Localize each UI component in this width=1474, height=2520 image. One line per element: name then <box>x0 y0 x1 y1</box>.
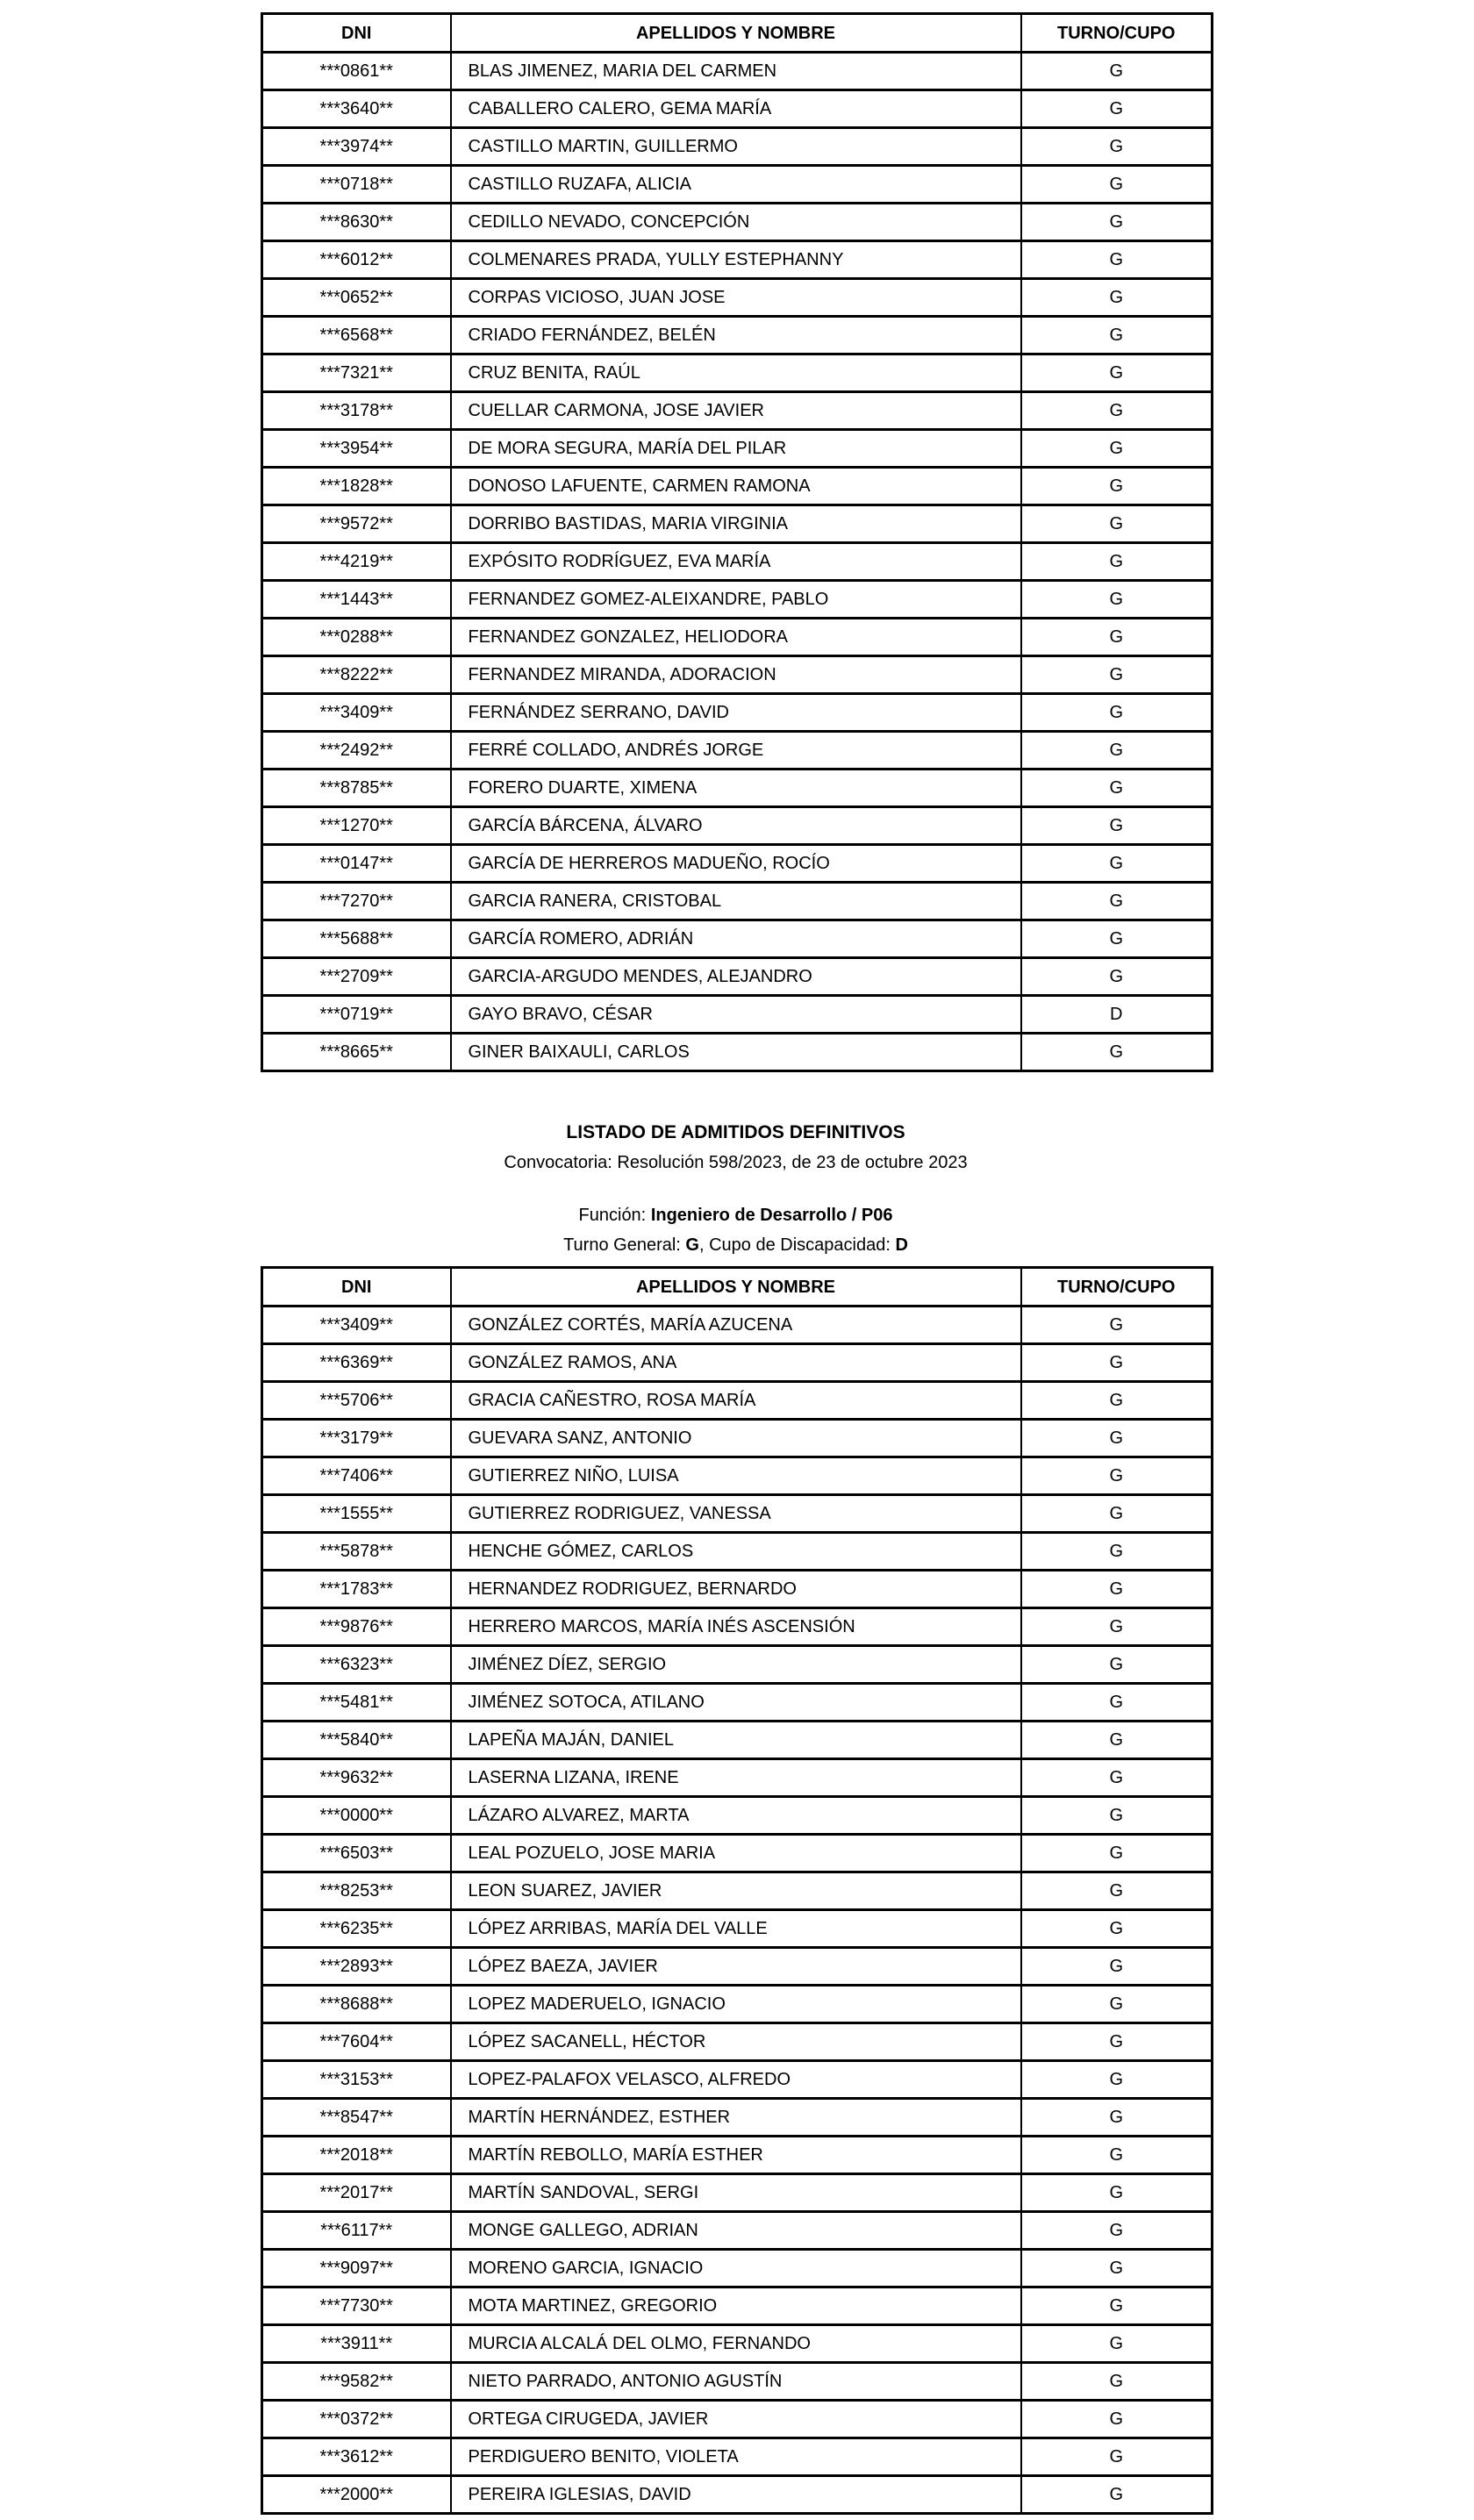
table-row <box>262 807 1213 845</box>
dni-cell: ***9876** <box>262 1608 451 1646</box>
name-cell: PERDIGUERO BENITO, VIOLETA <box>451 2438 1021 2476</box>
dni-cell: ***6323** <box>262 1646 451 1684</box>
table-row <box>262 656 1213 694</box>
table-row <box>262 2363 1213 2401</box>
name-cell: FORERO DUARTE, XIMENA <box>451 770 1021 807</box>
turno-cupo-cell: G <box>1021 2099 1213 2137</box>
dni-cell: ***6568** <box>262 317 451 354</box>
table-row <box>262 1759 1213 1797</box>
name-cell: GUTIERREZ RODRIGUEZ, VANESSA <box>451 1495 1021 1533</box>
name-cell: COLMENARES PRADA, YULLY ESTEPHANNY <box>451 241 1021 279</box>
turno-cupo-cell: G <box>1021 619 1213 656</box>
funcion-value: Ingeniero de Desarrollo / P06 <box>650 1206 893 1225</box>
dni-cell: ***3974** <box>262 128 451 166</box>
dni-cell: ***3153** <box>262 2061 451 2099</box>
dni-cell: ***6012** <box>262 241 451 279</box>
dni-cell: ***2492** <box>262 732 451 770</box>
dni-cell: ***9572** <box>262 505 451 543</box>
name-cell: MARTÍN SANDOVAL, SERGI <box>451 2174 1021 2212</box>
table-row <box>262 2099 1213 2137</box>
table-row <box>262 2250 1213 2287</box>
dni-cell: ***0719** <box>262 996 451 1034</box>
turno-cupo-cell: G <box>1021 1759 1213 1797</box>
turno-cupo-line <box>261 1234 1211 1256</box>
dni-cell: ***7321** <box>262 354 451 392</box>
name-cell: GONZÁLEZ RAMOS, ANA <box>451 1344 1021 1382</box>
turno-cupo-cell: G <box>1021 1495 1213 1533</box>
dni-cell: ***5481** <box>262 1684 451 1722</box>
dni-cell: ***3612** <box>262 2438 451 2476</box>
name-cell: CABALLERO CALERO, GEMA MARÍA <box>451 90 1021 128</box>
dni-cell: ***5840** <box>262 1722 451 1759</box>
dni-cell: ***6117** <box>262 2212 451 2250</box>
funcion-line <box>261 1204 1211 1227</box>
dni-cell: ***4219** <box>262 543 451 581</box>
name-cell: FERNANDEZ MIRANDA, ADORACION <box>451 656 1021 694</box>
dni-cell: ***0861** <box>262 53 451 90</box>
name-cell: CORPAS VICIOSO, JUAN JOSE <box>451 279 1021 317</box>
turno-cupo-cell: G <box>1021 2250 1213 2287</box>
table-header-row <box>262 14 1213 53</box>
name-cell: LOPEZ MADERUELO, IGNACIO <box>451 1986 1021 2023</box>
name-cell: MOTA MARTINEZ, GREGORIO <box>451 2287 1021 2325</box>
turno-cupo-cell: G <box>1021 2401 1213 2438</box>
dni-cell: ***0147** <box>262 845 451 883</box>
dni-cell: ***3178** <box>262 392 451 430</box>
dni-cell: ***0288** <box>262 619 451 656</box>
table-row <box>262 468 1213 505</box>
turno-cupo-cell: G <box>1021 581 1213 619</box>
dni-cell: ***3179** <box>262 1420 451 1457</box>
table-row <box>262 1382 1213 1420</box>
table-row <box>262 883 1213 920</box>
table-row <box>262 1457 1213 1495</box>
table-row <box>262 732 1213 770</box>
table-row <box>262 2438 1213 2476</box>
name-cell: MARTÍN HERNÁNDEZ, ESTHER <box>451 2099 1021 2137</box>
turno-cupo-cell: G <box>1021 920 1213 958</box>
dni-cell: ***2893** <box>262 1948 451 1986</box>
name-cell: FERRÉ COLLADO, ANDRÉS JORGE <box>451 732 1021 770</box>
name-cell: LÓPEZ BAEZA, JAVIER <box>451 1948 1021 1986</box>
turno-cupo-cell: G <box>1021 1457 1213 1495</box>
name-cell: CASTILLO RUZAFA, ALICIA <box>451 166 1021 204</box>
column-header-apellidos-y-nombre: APELLIDOS Y NOMBRE <box>451 1268 1021 1307</box>
name-cell: MURCIA ALCALÁ DEL OLMO, FERNANDO <box>451 2325 1021 2363</box>
dni-cell: ***5706** <box>262 1382 451 1420</box>
name-cell: LÓPEZ ARRIBAS, MARÍA DEL VALLE <box>451 1910 1021 1948</box>
name-cell: GRACIA CAÑESTRO, ROSA MARÍA <box>451 1382 1021 1420</box>
name-cell: GARCÍA DE HERREROS MADUEÑO, ROCÍO <box>451 845 1021 883</box>
turno-cupo-cell: G <box>1021 732 1213 770</box>
table-row <box>262 996 1213 1034</box>
table-row <box>262 505 1213 543</box>
funcion-label: Función: <box>578 1206 647 1225</box>
dni-cell: ***8665** <box>262 1034 451 1071</box>
table-body <box>262 1307 1213 2514</box>
name-cell: CEDILLO NEVADO, CONCEPCIÓN <box>451 204 1021 241</box>
table-row <box>262 1948 1213 1986</box>
turno-cupo-cell: G <box>1021 90 1213 128</box>
turno-cupo-cell: G <box>1021 1797 1213 1835</box>
table-row <box>262 2137 1213 2174</box>
turno-cupo-cell: G <box>1021 279 1213 317</box>
table-row <box>262 392 1213 430</box>
name-cell: LEON SUAREZ, JAVIER <box>451 1872 1021 1910</box>
dni-cell: ***9582** <box>262 2363 451 2401</box>
turno-cupo-cell: G <box>1021 2287 1213 2325</box>
turno-cupo-cell: G <box>1021 1571 1213 1608</box>
column-header-dni: DNI <box>262 14 451 53</box>
table-body <box>262 53 1213 1071</box>
name-cell: CUELLAR CARMONA, JOSE JAVIER <box>451 392 1021 430</box>
name-cell: GONZÁLEZ CORTÉS, MARÍA AZUCENA <box>451 1307 1021 1344</box>
turno-cupo-cell: G <box>1021 845 1213 883</box>
name-cell: BLAS JIMENEZ, MARIA DEL CARMEN <box>451 53 1021 90</box>
name-cell: CASTILLO MARTIN, GUILLERMO <box>451 128 1021 166</box>
dni-cell: ***0718** <box>262 166 451 204</box>
table-row <box>262 1420 1213 1457</box>
cupo-discapacidad-label: , Cupo de Discapacidad: <box>698 1235 891 1255</box>
dni-cell: ***8253** <box>262 1872 451 1910</box>
table-row <box>262 2325 1213 2363</box>
admitidos-table-1 <box>261 12 1213 1072</box>
column-header-dni: DNI <box>262 1268 451 1307</box>
name-cell: MONGE GALLEGO, ADRIAN <box>451 2212 1021 2250</box>
turno-cupo-cell: G <box>1021 543 1213 581</box>
table-row <box>262 53 1213 90</box>
turno-cupo-cell: G <box>1021 1948 1213 1986</box>
table-row <box>262 241 1213 279</box>
table-row <box>262 770 1213 807</box>
dni-cell: ***5688** <box>262 920 451 958</box>
dni-cell: ***8688** <box>262 1986 451 2023</box>
turno-cupo-cell: G <box>1021 2023 1213 2061</box>
turno-general-code: G <box>685 1235 699 1255</box>
name-cell: GARCIA RANERA, CRISTOBAL <box>451 883 1021 920</box>
dni-cell: ***8222** <box>262 656 451 694</box>
dni-cell: ***3409** <box>262 694 451 732</box>
name-cell: MARTÍN REBOLLO, MARÍA ESTHER <box>451 2137 1021 2174</box>
name-cell: FERNANDEZ GONZALEZ, HELIODORA <box>451 619 1021 656</box>
table-row <box>262 2476 1213 2514</box>
dni-cell: ***6235** <box>262 1910 451 1948</box>
table-row <box>262 694 1213 732</box>
name-cell: LEAL POZUELO, JOSE MARIA <box>451 1835 1021 1872</box>
turno-cupo-cell: G <box>1021 807 1213 845</box>
dni-cell: ***3911** <box>262 2325 451 2363</box>
dni-cell: ***3409** <box>262 1307 451 1344</box>
turno-cupo-cell: G <box>1021 1307 1213 1344</box>
column-header-apellidos-y-nombre: APELLIDOS Y NOMBRE <box>451 14 1021 53</box>
turno-general-label: Turno General: <box>563 1235 681 1255</box>
table-row <box>262 204 1213 241</box>
name-cell: CRIADO FERNÁNDEZ, BELÉN <box>451 317 1021 354</box>
name-cell: HERRERO MARCOS, MARÍA INÉS ASCENSIÓN <box>451 1608 1021 1646</box>
name-cell: GAYO BRAVO, CÉSAR <box>451 996 1021 1034</box>
dni-cell: ***0000** <box>262 1797 451 1835</box>
name-cell: GARCÍA ROMERO, ADRIÁN <box>451 920 1021 958</box>
dni-cell: ***9097** <box>262 2250 451 2287</box>
turno-cupo-cell: G <box>1021 2363 1213 2401</box>
name-cell: EXPÓSITO RODRÍGUEZ, EVA MARÍA <box>451 543 1021 581</box>
turno-cupo-cell: G <box>1021 1344 1213 1382</box>
dni-cell: ***7270** <box>262 883 451 920</box>
turno-cupo-cell: G <box>1021 1420 1213 1457</box>
name-cell: NIETO PARRADO, ANTONIO AGUSTÍN <box>451 2363 1021 2401</box>
cupo-discapacidad-code: D <box>895 1235 908 1255</box>
dni-cell: ***8630** <box>262 204 451 241</box>
turno-cupo-cell: G <box>1021 241 1213 279</box>
turno-cupo-cell: G <box>1021 1608 1213 1646</box>
table-row <box>262 354 1213 392</box>
column-header-turno-cupo: TURNO/CUPO <box>1021 1268 1213 1307</box>
dni-cell: ***1828** <box>262 468 451 505</box>
dni-cell: ***5878** <box>262 1533 451 1571</box>
table-row <box>262 90 1213 128</box>
table-row <box>262 1646 1213 1684</box>
table-row <box>262 1872 1213 1910</box>
turno-cupo-cell: G <box>1021 883 1213 920</box>
name-cell: LASERNA LIZANA, IRENE <box>451 1759 1021 1797</box>
name-cell: FERNÁNDEZ SERRANO, DAVID <box>451 694 1021 732</box>
table-row <box>262 2287 1213 2325</box>
dni-cell: ***6369** <box>262 1344 451 1382</box>
dni-cell: ***2018** <box>262 2137 451 2174</box>
dni-cell: ***2017** <box>262 2174 451 2212</box>
turno-cupo-cell: G <box>1021 2137 1213 2174</box>
name-cell: ORTEGA CIRUGEDA, JAVIER <box>451 2401 1021 2438</box>
table-row <box>262 1034 1213 1071</box>
name-cell: HENCHE GÓMEZ, CARLOS <box>451 1533 1021 1571</box>
name-cell: GARCÍA BÁRCENA, ÁLVARO <box>451 807 1021 845</box>
turno-cupo-cell: G <box>1021 317 1213 354</box>
dni-cell: ***1270** <box>262 807 451 845</box>
table-row <box>262 1571 1213 1608</box>
turno-cupo-cell: G <box>1021 958 1213 996</box>
turno-cupo-cell: G <box>1021 1034 1213 1071</box>
turno-cupo-cell: G <box>1021 505 1213 543</box>
name-cell: GINER BAIXAULI, CARLOS <box>451 1034 1021 1071</box>
turno-cupo-cell: G <box>1021 1910 1213 1948</box>
turno-cupo-cell: G <box>1021 2061 1213 2099</box>
table-row <box>262 543 1213 581</box>
table-row <box>262 845 1213 883</box>
turno-cupo-cell: G <box>1021 53 1213 90</box>
dni-cell: ***7730** <box>262 2287 451 2325</box>
name-cell: PEREIRA IGLESIAS, DAVID <box>451 2476 1021 2514</box>
table-row <box>262 2061 1213 2099</box>
name-cell: LÁZARO ALVAREZ, MARTA <box>451 1797 1021 1835</box>
table-row <box>262 1684 1213 1722</box>
table-header-row <box>262 1268 1213 1307</box>
name-cell: DORRIBO BASTIDAS, MARIA VIRGINIA <box>451 505 1021 543</box>
dni-cell: ***3640** <box>262 90 451 128</box>
table-row <box>262 1344 1213 1382</box>
turno-cupo-cell: G <box>1021 128 1213 166</box>
turno-cupo-cell: G <box>1021 1684 1213 1722</box>
table-row <box>262 581 1213 619</box>
dni-cell: ***2000** <box>262 2476 451 2514</box>
table-row <box>262 2174 1213 2212</box>
table-row <box>262 1835 1213 1872</box>
turno-cupo-cell: G <box>1021 2325 1213 2363</box>
turno-cupo-cell: G <box>1021 1835 1213 1872</box>
convocatoria-line: Convocatoria: Resolución 598/2023, de 23 de octubre 2023 <box>504 1153 968 1172</box>
dni-cell: ***1555** <box>262 1495 451 1533</box>
name-cell: GUTIERREZ NIÑO, LUISA <box>451 1457 1021 1495</box>
dni-cell: ***8547** <box>262 2099 451 2137</box>
table-row <box>262 1307 1213 1344</box>
table-row <box>262 1495 1213 1533</box>
turno-cupo-cell: G <box>1021 430 1213 468</box>
dni-cell: ***8785** <box>262 770 451 807</box>
table-row <box>262 2401 1213 2438</box>
table-row <box>262 1797 1213 1835</box>
name-cell: DE MORA SEGURA, MARÍA DEL PILAR <box>451 430 1021 468</box>
turno-cupo-cell: G <box>1021 656 1213 694</box>
turno-cupo-cell: G <box>1021 770 1213 807</box>
turno-cupo-cell: G <box>1021 354 1213 392</box>
name-cell: LAPEÑA MAJÁN, DANIEL <box>451 1722 1021 1759</box>
turno-cupo-cell: G <box>1021 2212 1213 2250</box>
turno-cupo-cell: G <box>1021 468 1213 505</box>
table-row <box>262 430 1213 468</box>
table-row <box>262 1910 1213 1948</box>
turno-cupo-cell: G <box>1021 166 1213 204</box>
turno-cupo-cell: G <box>1021 392 1213 430</box>
table-row <box>262 1986 1213 2023</box>
dni-cell: ***1443** <box>262 581 451 619</box>
turno-cupo-cell: G <box>1021 1533 1213 1571</box>
name-cell: MORENO GARCIA, IGNACIO <box>451 2250 1021 2287</box>
name-cell: LOPEZ-PALAFOX VELASCO, ALFREDO <box>451 2061 1021 2099</box>
dni-cell: ***9632** <box>262 1759 451 1797</box>
name-cell: JIMÉNEZ DÍEZ, SERGIO <box>451 1646 1021 1684</box>
dni-cell: ***0372** <box>262 2401 451 2438</box>
table-row <box>262 128 1213 166</box>
turno-cupo-cell: G <box>1021 2174 1213 2212</box>
table-row <box>262 317 1213 354</box>
table-row <box>262 1608 1213 1646</box>
table-row <box>262 2212 1213 2250</box>
dni-cell: ***1783** <box>262 1571 451 1608</box>
turno-cupo-cell: G <box>1021 1986 1213 2023</box>
turno-cupo-cell: G <box>1021 2438 1213 2476</box>
table-row <box>262 619 1213 656</box>
turno-cupo-cell: G <box>1021 1722 1213 1759</box>
name-cell: GUEVARA SANZ, ANTONIO <box>451 1420 1021 1457</box>
table-row <box>262 166 1213 204</box>
name-cell: FERNANDEZ GOMEZ-ALEIXANDRE, PABLO <box>451 581 1021 619</box>
table-row <box>262 2023 1213 2061</box>
name-cell: LÓPEZ SACANELL, HÉCTOR <box>451 2023 1021 2061</box>
turno-cupo-cell: G <box>1021 1382 1213 1420</box>
table-row <box>262 1722 1213 1759</box>
table-row <box>262 920 1213 958</box>
dni-cell: ***7406** <box>262 1457 451 1495</box>
table-row <box>262 279 1213 317</box>
name-cell: GARCIA-ARGUDO MENDES, ALEJANDRO <box>451 958 1021 996</box>
turno-cupo-cell: G <box>1021 1646 1213 1684</box>
table-row <box>262 958 1213 996</box>
admitidos-table-2 <box>261 1266 1213 2515</box>
dni-cell: ***3954** <box>262 430 451 468</box>
turno-cupo-cell: G <box>1021 694 1213 732</box>
dni-cell: ***2709** <box>262 958 451 996</box>
dni-cell: ***0652** <box>262 279 451 317</box>
name-cell: JIMÉNEZ SOTOCA, ATILANO <box>451 1684 1021 1722</box>
table-row <box>262 1533 1213 1571</box>
dni-cell: ***7604** <box>262 2023 451 2061</box>
dni-cell: ***6503** <box>262 1835 451 1872</box>
list-title: LISTADO DE ADMITIDOS DEFINITIVOS <box>566 1122 905 1142</box>
name-cell: HERNANDEZ RODRIGUEZ, BERNARDO <box>451 1571 1021 1608</box>
turno-cupo-cell: G <box>1021 204 1213 241</box>
turno-cupo-cell: G <box>1021 1872 1213 1910</box>
turno-cupo-cell: G <box>1021 2476 1213 2514</box>
column-header-turno-cupo: TURNO/CUPO <box>1021 14 1213 53</box>
name-cell: DONOSO LAFUENTE, CARMEN RAMONA <box>451 468 1021 505</box>
list-heading-block <box>261 1121 1211 1256</box>
turno-cupo-cell: D <box>1021 996 1213 1034</box>
name-cell: CRUZ BENITA, RAÚL <box>451 354 1021 392</box>
